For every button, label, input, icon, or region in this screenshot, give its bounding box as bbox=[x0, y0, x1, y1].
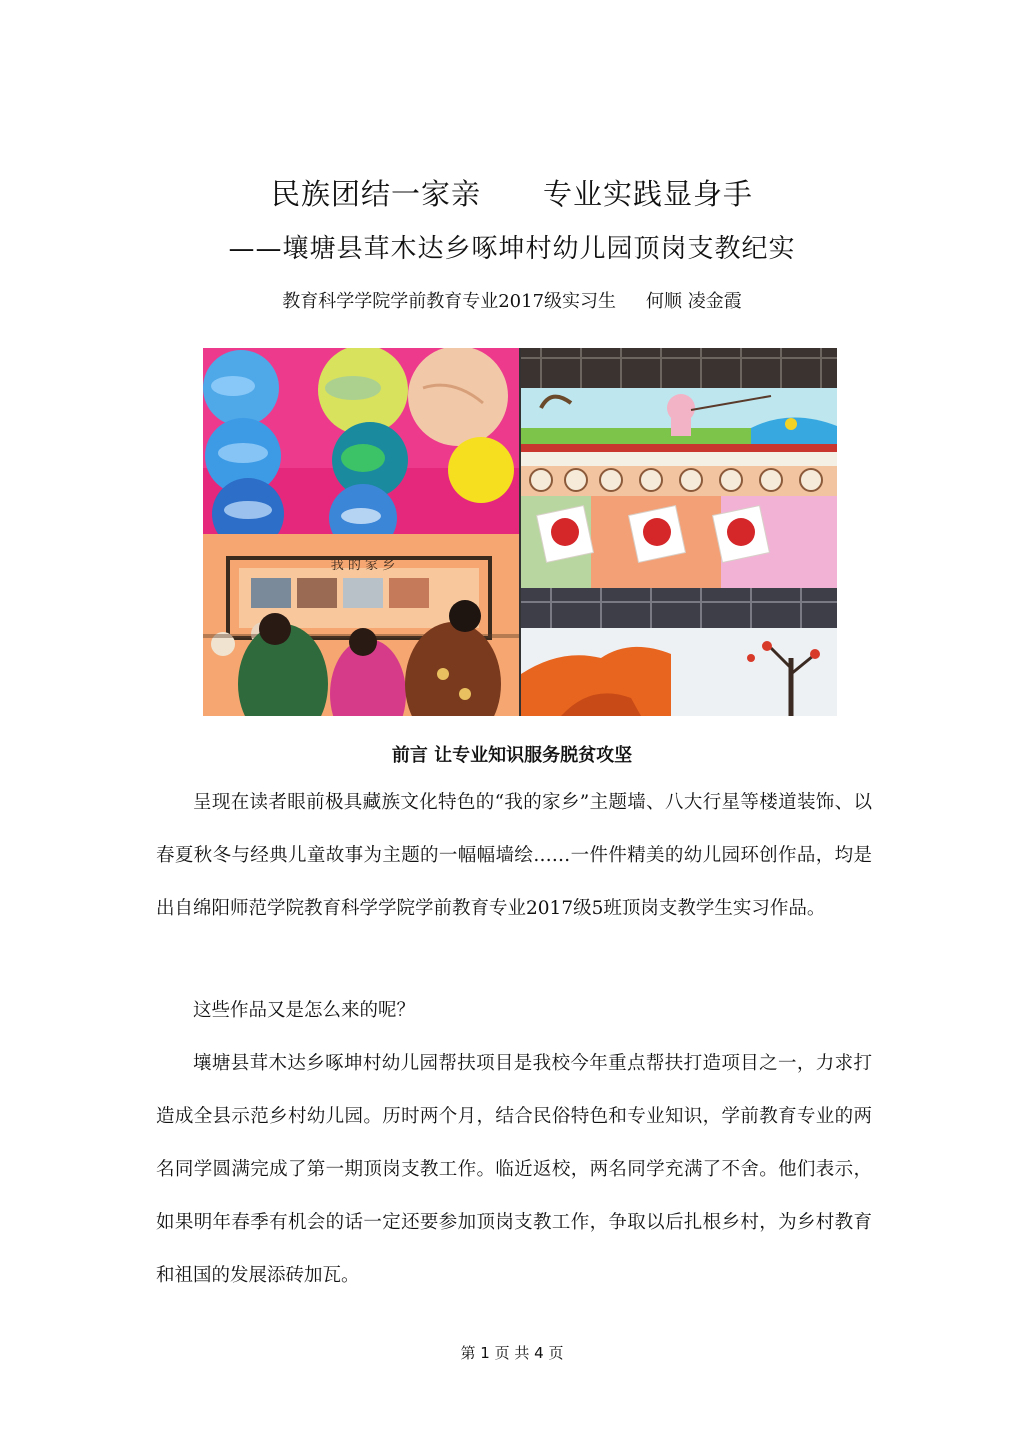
papercut-decor-photo bbox=[521, 466, 837, 588]
title-part-1: 民族团结一家亲 bbox=[270, 177, 481, 211]
paragraph-intro: 呈现在读者眼前极具藏族文化特色的“我的家乡”主题墙、八大行星等楼道装饰、以春夏秋冬与经典儿童故事为主题的一幅幅墙绘……一件件精美的幼儿园环创作品，均是出自绵阳师范学院教育科学学院学前教育专业2017级5班顶岗支教学生实习作品。 bbox=[156, 792, 872, 919]
page-footer: 第 1 页 共 4 页 bbox=[460, 1344, 564, 1362]
author-affiliation: 教育科学学院学前教育专业2017级实习生 bbox=[282, 291, 617, 312]
byline bbox=[0, 287, 1024, 313]
document-subtitle: ——壤塘县茸木达乡啄坤村幼儿园顶岗支教纪实 bbox=[228, 234, 796, 264]
title-part-2: 专业实践显身手 bbox=[543, 177, 754, 211]
planets-photo bbox=[203, 348, 519, 534]
paragraph-question: 这些作品又是怎么来的呢？ bbox=[193, 1000, 416, 1021]
hometown-wall-photo bbox=[203, 534, 519, 716]
mural-landscape-photo bbox=[521, 588, 837, 716]
paragraph-project: 壤塘县茸木达乡啄坤村幼儿园帮扶项目是我校今年重点帮扶打造项目之一，力求打造成全县示范乡村幼儿园。历时两个月，结合民俗特色和专业知识，学前教育专业的两名同学圆满完成了第一期顶岗支教工作。临近返校，两名同学充满了不舍。他们表示，如果明年春季有机会的话一定还要参加顶岗支教工作，争取以后扎根乡村，为乡村教育和祖国的发展添砖加瓦。 bbox=[156, 1053, 872, 1286]
mural-fishing-photo bbox=[521, 348, 837, 466]
photo-collage bbox=[203, 348, 837, 716]
author-names: 何顺 凌金霞 bbox=[646, 291, 742, 312]
section-heading: 前言 让专业知识服务脱贫攻坚 bbox=[391, 745, 633, 766]
document-title bbox=[0, 172, 1024, 213]
hometown-sign: 我 的 家 乡 bbox=[330, 558, 396, 573]
